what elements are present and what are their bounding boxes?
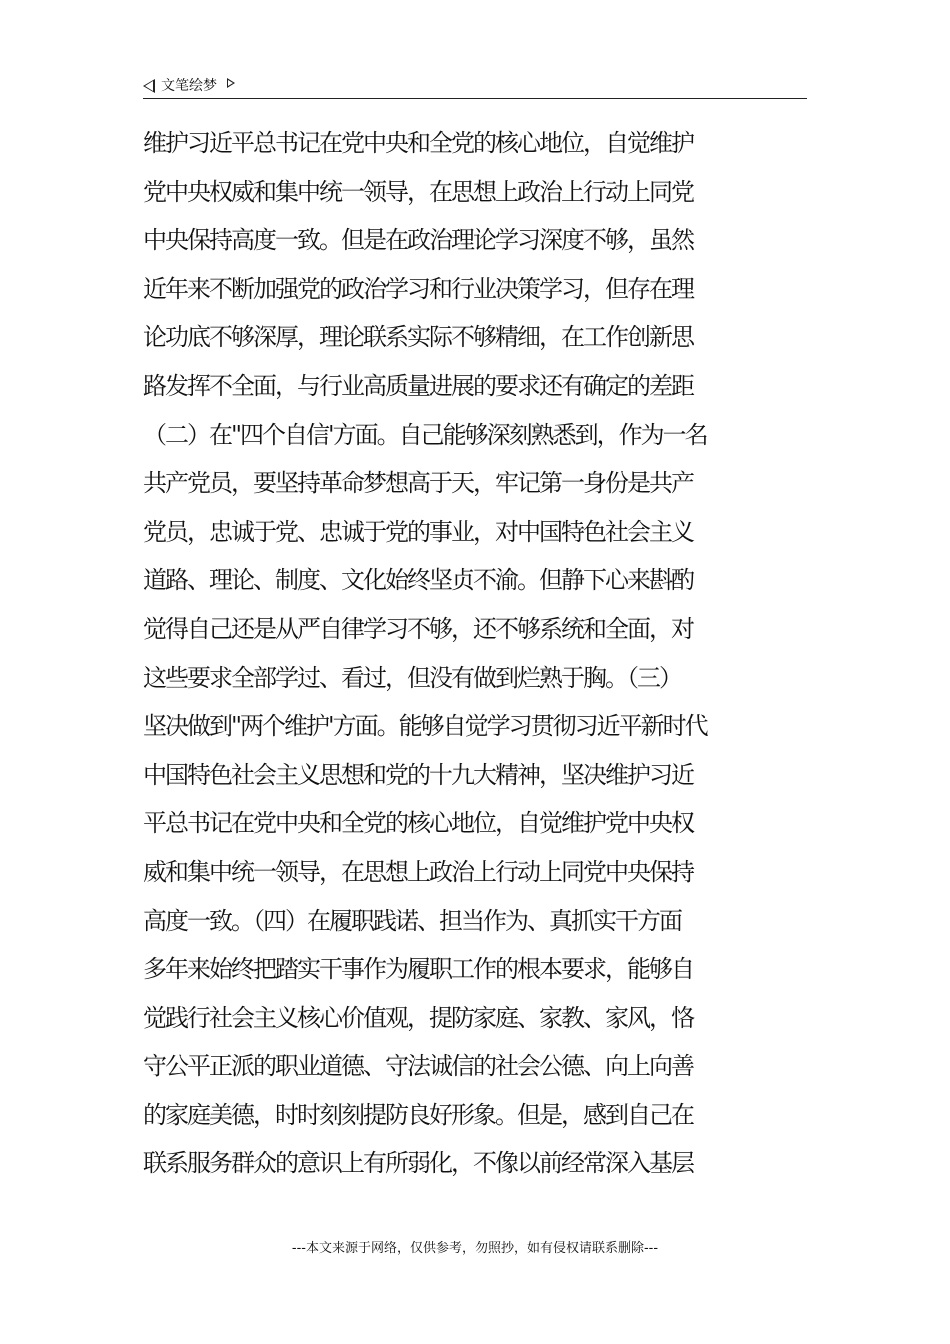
body-line: 共产党员，要坚持革命梦想高于天，牢记第一身份是共产 <box>143 469 693 498</box>
body-line: 近年来不断加强党的政治学习和行业决策学习，但存在理 <box>143 274 693 303</box>
body-line: （二）在"四个自信'方面。自己能够深刻熟悉到，作为一名 <box>143 420 707 449</box>
body-line: 高度一致。（四）在履职践诺、担当作为、真抓实干方面 <box>143 906 681 935</box>
header-title: 文笔绘梦 <box>161 78 217 94</box>
footer-disclaimer: ---本文来源于网络，仅供参考，勿照抄，如有侵权请联系删除--- <box>291 1241 659 1256</box>
document-body <box>143 119 813 1188</box>
body-line: 道路、理论、制度、文化始终坚贞不渝。但静下心来斟酌 <box>143 566 693 595</box>
body-line: 多年来始终把踏实干事作为履职工作的根本要求，能够自 <box>143 955 693 984</box>
header-divider <box>143 98 807 99</box>
triangle-right-icon <box>227 78 235 88</box>
body-line: 觉践行社会主义核心价值观，提防家庭、家教、家风，恪 <box>143 1003 693 1032</box>
document-header <box>143 74 807 98</box>
body-line: 维护习近平总书记在党中央和全党的核心地位，自觉维护 <box>143 129 693 157</box>
body-line: 路发挥不全面，与行业高质量进展的要求还有确定的差距 <box>143 371 693 400</box>
body-line: 坚决做到"两个维护'方面。能够自觉学习贯彻习近平新时代 <box>143 712 707 741</box>
body-line: 守公平正派的职业道德、守法诚信的社会公德、向上向善 <box>143 1052 693 1081</box>
body-line: 党员，忠诚于党、忠诚于党的事业，对中国特色社会主义 <box>143 517 693 546</box>
triangle-left-icon <box>143 79 155 93</box>
body-line: 的家庭美德，时时刻刻提防良好形象。但是，感到自己在 <box>143 1100 693 1129</box>
body-line: 威和集中统一领导，在思想上政治上行动上同党中央保持 <box>143 857 693 886</box>
body-line: 这些要求全部学过、看过，但没有做到烂熟于胸。（三） <box>143 663 681 692</box>
body-line: 党中央权威和集中统一领导，在思想上政治上行动上同党 <box>143 177 693 206</box>
body-line: 中国特色社会主义思想和党的十九大精神，坚决维护习近 <box>143 760 693 789</box>
body-line: 联系服务群众的意识上有所弱化，不像以前经常深入基层 <box>143 1149 693 1178</box>
body-line: 中央保持高度一致。但是在政治理论学习深度不够，虽然 <box>143 226 693 255</box>
body-line: 平总书记在党中央和全党的核心地位，自觉维护党中央权 <box>143 809 693 838</box>
body-line: 觉得自己还是从严自律学习不够，还不够系统和全面，对 <box>143 614 693 643</box>
body-line: 论功底不够深厚，理论联系实际不够精细，在工作创新思 <box>143 323 693 352</box>
